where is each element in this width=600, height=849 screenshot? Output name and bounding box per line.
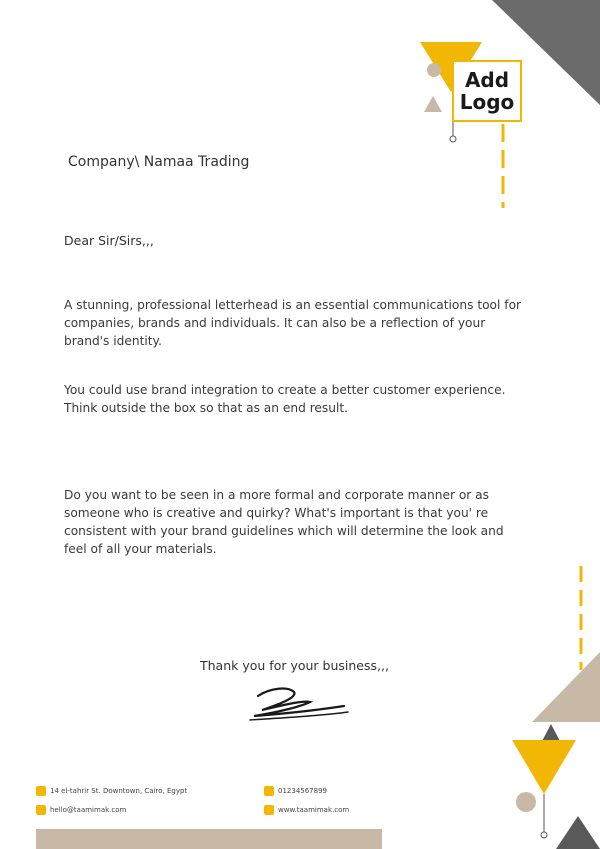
top-beige-circle xyxy=(427,63,441,77)
paragraph-1: A stunning, professional letterhead is an essential communications tool for companies, brands and individuals. It can also be a reflection of your brand's identity. xyxy=(64,298,522,348)
bottom-beige-triangle xyxy=(532,652,600,722)
website-text: www.taamimak.com xyxy=(278,806,350,814)
logo-text-line1: Add xyxy=(464,68,510,92)
map-pin-icon xyxy=(36,786,46,796)
logo-placeholder[interactable] xyxy=(452,60,522,122)
contact-address xyxy=(36,786,187,796)
bottom-pin-dot xyxy=(541,832,547,838)
footer-bar xyxy=(36,829,382,849)
contact-phone xyxy=(264,786,327,796)
greeting: Dear Sir/Sirs,,, xyxy=(64,233,154,248)
globe-icon xyxy=(264,805,274,815)
address-text: 14 el-tahrir St. Downtown, Cairo, Egypt xyxy=(50,787,188,795)
envelope-icon xyxy=(36,805,46,815)
phone-icon xyxy=(264,786,274,796)
logo-pin-dot xyxy=(450,136,456,142)
contact-website[interactable] xyxy=(264,805,349,815)
logo-text-line2: Logo xyxy=(459,90,515,114)
paragraph-2: You could use brand integration to create a better customer experience. Think outside the box so that as an end result. xyxy=(64,383,506,415)
company-name: Company\ Namaa Trading xyxy=(68,154,250,170)
top-beige-small-triangle xyxy=(424,96,442,112)
paragraph-3: Do you want to be seen in a more formal and corporate manner or as someone who is creative and quirky? What's important is that you' re consistent with your brand guidelines which will determine the look and feel of all your materials. xyxy=(64,488,504,556)
bottom-beige-circle xyxy=(516,792,536,812)
bottom-corner-grey-triangle xyxy=(556,816,600,849)
closing-line: Thank you for your business,,, xyxy=(200,658,389,673)
contact-email[interactable] xyxy=(36,805,126,815)
bottom-yellow-triangle xyxy=(512,740,576,794)
email-text: hello@taamimak.com xyxy=(50,806,127,814)
phone-text: 01234567899 xyxy=(278,787,327,795)
